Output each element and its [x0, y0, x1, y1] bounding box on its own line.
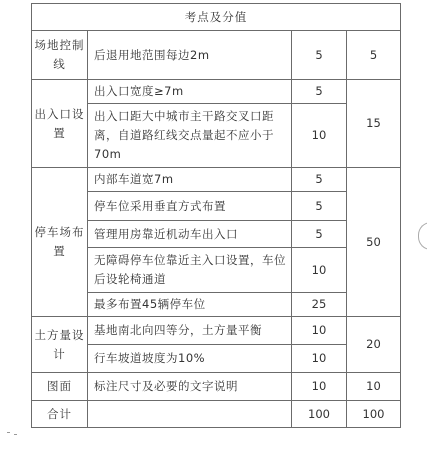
item-cell: 标注尺寸及必要的文字说明 [88, 373, 292, 401]
score-cell: 10 [292, 345, 347, 373]
table-row [32, 192, 401, 221]
total-cell: 20 [347, 317, 401, 373]
item-cell: 后退用地范围每边2m [88, 31, 292, 80]
item-cell [88, 401, 292, 428]
table-header-row [32, 4, 401, 31]
item-cell: 管理用房靠近机动车出入口 [88, 221, 292, 248]
score-cell: 10 [292, 317, 347, 345]
score-cell: 5 [292, 168, 347, 192]
table-row [32, 293, 401, 317]
scan-speck [14, 434, 17, 435]
category-cell: 场地控制线 [32, 31, 88, 80]
table-row [32, 31, 401, 80]
total-cell: 5 [347, 31, 401, 80]
table-row [32, 373, 401, 401]
category-cell: 图面 [32, 373, 88, 401]
score-cell: 5 [292, 80, 347, 104]
score-cell: 5 [292, 192, 347, 221]
score-cell: 100 [292, 401, 347, 428]
table-row [32, 80, 401, 104]
table-row [32, 221, 401, 248]
total-cell: 100 [347, 401, 401, 428]
score-cell: 10 [292, 248, 347, 293]
score-cell: 5 [292, 221, 347, 248]
category-cell: 合计 [32, 401, 88, 428]
scan-speck [7, 432, 10, 433]
item-cell: 出入口距大中城市主干路交叉口距离，自道路红线交点量起不应小于70m [88, 104, 292, 168]
item-cell: 最多布置45辆停车位 [88, 293, 292, 317]
table-header: 考点及分值 [32, 4, 401, 31]
category-cell: 出入口设置 [32, 80, 88, 168]
table-row [32, 104, 401, 168]
table-row [32, 248, 401, 293]
item-cell: 停车位采用垂直方式布置 [88, 192, 292, 221]
table-row-total [32, 401, 401, 428]
item-cell: 无障碍停车位靠近主入口设置，车位后设轮椅通道 [88, 248, 292, 293]
score-cell: 25 [292, 293, 347, 317]
score-cell: 5 [292, 31, 347, 80]
item-cell: 出入口宽度≥7m [88, 80, 292, 104]
item-cell: 内部车道宽7m [88, 168, 292, 192]
table-row [32, 345, 401, 373]
table-row [32, 168, 401, 192]
total-cell: 15 [347, 80, 401, 168]
total-cell: 50 [347, 168, 401, 317]
score-cell: 10 [292, 104, 347, 168]
total-cell: 10 [347, 373, 401, 401]
scan-edge-mark [418, 222, 427, 250]
score-cell: 10 [292, 373, 347, 401]
table-row [32, 317, 401, 345]
item-cell: 基地南北向四等分，土方量平衡 [88, 317, 292, 345]
score-table [31, 3, 401, 428]
item-cell: 行车坡道坡度为10% [88, 345, 292, 373]
category-cell: 土方量设计 [32, 317, 88, 373]
category-cell: 停车场布置 [32, 168, 88, 317]
